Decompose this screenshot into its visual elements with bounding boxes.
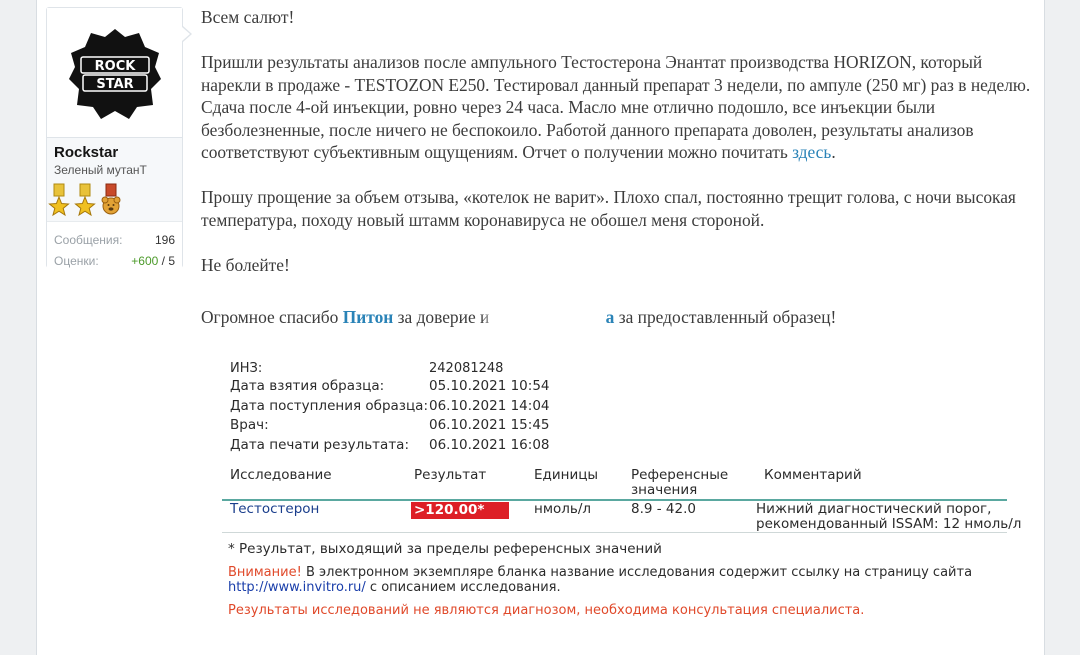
gold-star-medal-icon[interactable] [49, 184, 69, 218]
rating-positive: +600 [131, 254, 159, 268]
row-comment: Нижний диагностический порог, рекомендованный ISSAM: 12 нмоль/л [756, 501, 1022, 532]
avatar[interactable] [47, 8, 182, 138]
header-test: Исследование [230, 467, 332, 483]
paragraph-results-text: Пришли результаты анализов после ампульного Тестостерона Энантат производства HORIZON, который нарекли в продаже - TESTOZON E250. Тестировал данный препарат 3 недели, по ампуле (250 мг) раз в неделю. Сдача после 4-ой инъекции, ровно через 24 часа. Масло мне отлично подошло, все инъекции были безболезненные, после ничего не беспокоило. Работой данного препарата доволен, результаты анализов соответствуют субъективным ощущениям. Отчет о получении можно почитать [201, 52, 1031, 162]
meta-value: 06.10.2021 15:45 [429, 417, 550, 433]
rating-value[interactable] [131, 254, 175, 272]
rockstar-logo-icon [65, 23, 165, 123]
svg-text:STAR: STAR [95, 76, 134, 92]
rating-label: Оценки: [54, 254, 99, 268]
report-link[interactable]: здесь [792, 142, 832, 162]
invitro-link[interactable]: http://www.invitro.ru/ [228, 580, 366, 595]
posts-stat [54, 233, 175, 251]
warning-end: с описанием исследования. [365, 580, 561, 595]
user-link-redacted[interactable]: а [605, 306, 615, 327]
disclaimer: Результаты исследований не являются диагнозом, необходима консультация специалиста. [228, 603, 865, 618]
lab-cut-value: 242081248 [429, 361, 504, 376]
paragraph-wish: Не болейте! [201, 254, 290, 275]
meta-label: Дата печати результата: [230, 437, 410, 453]
meta-label: Дата поступления образца: [230, 398, 428, 414]
row-result-flag: >120.00* [411, 502, 509, 519]
warning-label: Внимание! [228, 565, 302, 580]
warning-text: В электронном экземпляре бланка название исследования содержит ссылку на страницу сайта [301, 565, 973, 580]
lab-cut-row [230, 361, 504, 376]
paragraph-thanks [201, 299, 1041, 335]
row-test-name: Тестостерон [230, 501, 320, 517]
user-link-piton[interactable]: Питон [342, 306, 394, 327]
header-reference: Референсные значения [631, 467, 729, 498]
meta-label: Дата взятия образца: [230, 378, 385, 394]
svg-text:ROCK: ROCK [94, 58, 135, 74]
header-result: Результат [414, 467, 487, 483]
thanks-mid: за доверие и [393, 306, 494, 327]
user-title: Зеленый мутанТ [54, 163, 147, 177]
lab-result-image[interactable] [200, 361, 1036, 655]
warning-block [228, 565, 988, 595]
userbox-pointer-inner [182, 27, 190, 41]
user-info-panel [46, 7, 183, 268]
thanks-end: за предоставленный образец! [614, 306, 837, 327]
username[interactable]: Rockstar [54, 144, 119, 161]
redacted-name [494, 299, 606, 335]
meta-label: Врач: [230, 417, 269, 433]
gold-star-medal-icon[interactable] [75, 184, 95, 218]
lab-cut-label: ИНЗ: [230, 361, 263, 376]
medals [49, 184, 121, 218]
meta-value: 05.10.2021 10:54 [429, 378, 550, 394]
rating-stat [54, 254, 175, 272]
header-comment: Комментарий [764, 467, 862, 483]
reference-note: * Результат, выходящий за пределы референсных значений [228, 541, 662, 557]
user-stats [47, 221, 182, 268]
posts-label: Сообщения: [54, 233, 123, 247]
bear-medal-icon[interactable] [101, 184, 121, 218]
paragraph-apology: Прошу прощение за объем отзыва, «котелок не варит». Плохо спал, постоянно трещит голова, с ночи высокая температура, походу новый штамм коронавируса не обошел меня стороной. [201, 187, 1016, 230]
meta-value: 06.10.2021 16:08 [429, 437, 550, 453]
greeting: Всем салют! [201, 7, 295, 27]
paragraph-results [201, 51, 1041, 164]
row-reference: 8.9 - 42.0 [631, 501, 696, 517]
posts-count[interactable]: 196 [154, 233, 175, 247]
meta-value: 06.10.2021 14:04 [429, 398, 550, 414]
table-row-rule [222, 532, 1007, 533]
thanks-start: Огромное спасибо [201, 306, 343, 327]
paragraph-results-end: . [831, 142, 836, 162]
rating-rest: / 5 [158, 254, 175, 268]
row-units: нмоль/л [534, 501, 592, 517]
message-body [201, 6, 1041, 357]
header-units: Единицы [534, 467, 599, 483]
